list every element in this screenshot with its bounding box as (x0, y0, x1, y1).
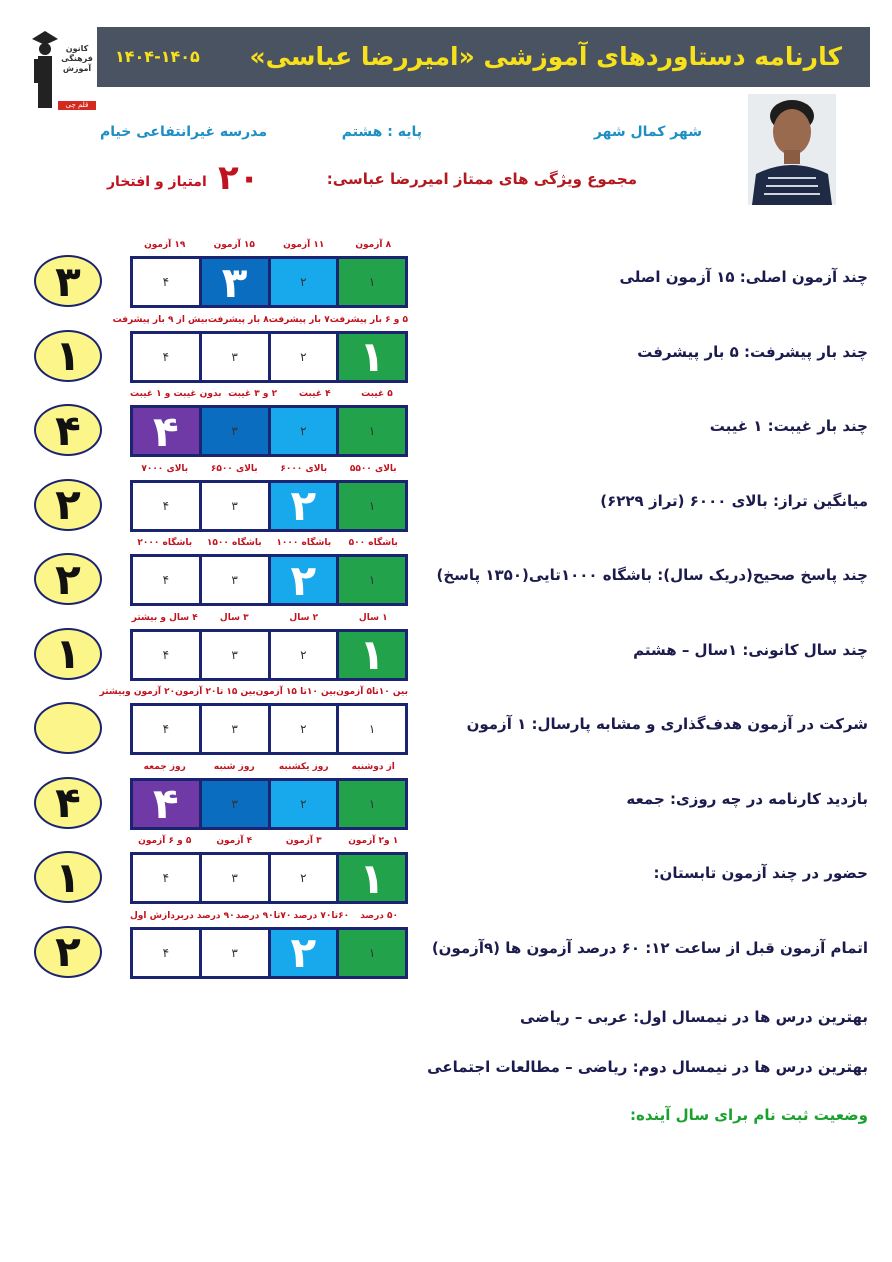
school-year: ۱۴۰۴-۱۴۰۵ (115, 47, 200, 66)
level-cell-1: ۱ (339, 706, 405, 752)
level-label: ۲۰ آزمون وبیشتر (99, 687, 176, 697)
level-cell-1: ۱ (339, 483, 405, 529)
level-label: ۴ آزمون (216, 836, 253, 846)
level-cell-4: ۴ (133, 408, 199, 454)
level-label: ۱۹ آزمون (144, 240, 186, 250)
row-score-badge: ۲ (34, 926, 102, 978)
level-label: بالای ۶۵۰۰ (210, 463, 258, 474)
level-label: ۸ آزمون (355, 240, 392, 250)
level-cell-3: ۳ (202, 557, 268, 603)
level-labels (130, 236, 408, 254)
level-cell-3: ۳ (202, 855, 268, 901)
level-label: ۵ و ۶ آزمون (138, 836, 192, 846)
level-cell-4: ۴ (133, 557, 199, 603)
level-label: ۳ آزمون (285, 836, 322, 846)
student-photo (748, 94, 836, 205)
row-score-badge: ۱ (34, 330, 102, 382)
achievement-question: میانگین تراز: بالای ۶۰۰۰ (تراز ۶۲۲۹) (600, 491, 868, 510)
row-score-badge: ۲ (34, 553, 102, 605)
achievement-question: حضور در چند آزمون تابستان: (653, 864, 868, 882)
level-cell-2: ۲ (271, 334, 337, 380)
level-label: روز یکشنبه (278, 761, 329, 772)
level-label: ۴ سال و بیشتر (131, 612, 198, 623)
level-cell-2: ۲ (271, 408, 337, 454)
achievement-question: چند آزمون اصلی: ۱۵ آزمون اصلی (619, 268, 868, 286)
level-grid (130, 703, 408, 755)
best-subjects-second-term: بهترین درس ها در نیمسال دوم: ریاضی – مطالعات اجتماعی (427, 1058, 868, 1076)
level-label: باشگاه ۱۵۰۰ (206, 538, 262, 548)
level-labels (130, 534, 408, 552)
registration-status: وضعیت ثبت نام برای سال آینده: (630, 1106, 868, 1124)
level-cell-1: ۱ (339, 855, 405, 901)
graduate-figure-icon (30, 25, 60, 111)
achievement-row (0, 311, 892, 383)
student-city: شهر کمال شهر (593, 124, 702, 140)
level-label: ۵ غیبت (361, 389, 393, 399)
level-label: باشگاه ۲۰۰۰ (137, 538, 193, 548)
level-cell-1: ۱ (339, 408, 405, 454)
level-cell-3: ۳ (202, 483, 268, 529)
achievement-row (0, 534, 892, 606)
level-cell-2: ۲ (271, 557, 337, 603)
level-label: ۲ سال (289, 612, 319, 623)
level-label: بالای ۷۰۰۰ (141, 463, 189, 474)
logo-text (58, 44, 96, 74)
achievement-question: چند پاسخ صحیح(دریک سال): باشگاه ۱۰۰۰تایی(۱۳۵۰ پاسخ) (436, 566, 868, 584)
level-cell-2: ۲ (271, 781, 337, 827)
level-label: از دوشنبه (351, 761, 395, 772)
level-label: باشگاه ۵۰۰ (348, 538, 398, 548)
level-labels (99, 683, 408, 701)
level-label: بین ۱۵ تا۲۰ آزمون (175, 687, 256, 697)
achievement-question: شرکت در آزمون هدف‌گذاری و مشابه پارسال: ۱ آزمون (466, 715, 868, 733)
level-label: ۷ بار پیشرفت (268, 314, 330, 325)
level-label: ۶۰تا۷۰ درصد (293, 910, 350, 921)
level-grid (130, 554, 408, 606)
level-labels (130, 832, 408, 850)
student-grade: پایه : هشتم (341, 124, 422, 140)
level-label: بدون غیبت و ۱ غیبت (130, 389, 222, 399)
level-label: باشگاه ۱۰۰۰ (276, 538, 332, 548)
level-cell-3: ۳ (202, 408, 268, 454)
level-label: ۱۱ آزمون (283, 240, 325, 250)
achievement-row (0, 832, 892, 904)
achievement-row (0, 609, 892, 681)
achievement-row (0, 683, 892, 755)
level-cell-2: ۲ (271, 706, 337, 752)
level-labels (130, 758, 408, 776)
level-cell-1: ۱ (339, 632, 405, 678)
achievement-row (0, 385, 892, 457)
level-cell-2: ۲ (271, 632, 337, 678)
level-labels (112, 311, 408, 329)
level-label: ۵۰ درصد (360, 910, 399, 921)
level-grid (130, 927, 408, 979)
level-cell-2: ۲ (271, 930, 337, 976)
level-label: ۲ و ۳ غیبت (228, 389, 278, 399)
total-score-label: امتیاز و افتخار (107, 174, 207, 190)
achievement-question: چند بار غیبت: ۱ غیبت (709, 417, 868, 435)
level-cell-4: ۴ (133, 483, 199, 529)
level-labels (130, 460, 408, 478)
level-labels (130, 609, 408, 627)
level-cell-1: ۱ (339, 781, 405, 827)
achievement-question: چند بار پیشرفت: ۵ بار پیشرفت (637, 342, 868, 361)
level-cell-4: ۴ (133, 706, 199, 752)
level-cell-1: ۱ (339, 334, 405, 380)
level-cell-3: ۳ (202, 930, 268, 976)
level-labels (130, 385, 408, 403)
level-label: ۱ و۲ آزمون (348, 836, 399, 846)
level-cell-3: ۳ (202, 706, 268, 752)
achievement-row (0, 907, 892, 979)
level-cell-3: ۳ (202, 781, 268, 827)
level-label: بالای ۶۰۰۰ (280, 463, 328, 474)
achievement-question: اتمام آزمون قبل از ساعت ۱۲: ۶۰ درصد آزمون ها (۹آزمون) (431, 938, 868, 957)
row-score-badge: ۴ (34, 777, 102, 829)
level-label: ۷۰تا۹۰ درصد (235, 910, 292, 921)
student-school: مدرسه غیرانتفاعی خیام (100, 124, 267, 140)
row-score-badge: ۱ (34, 851, 102, 903)
row-score-badge: ۲ (34, 479, 102, 531)
level-label: بیش از ۹ بار پیشرفت (112, 314, 208, 325)
achievement-question: بازدید کارنامه در چه روزی: جمعه (626, 789, 868, 808)
achievement-row (0, 758, 892, 830)
level-cell-1: ۱ (339, 557, 405, 603)
row-score-badge: ۱ (34, 628, 102, 680)
level-label: بالای ۵۵۰۰ (349, 463, 397, 474)
level-grid (130, 331, 408, 383)
level-label: ۸ بار پیشرفت (207, 314, 269, 325)
level-cell-2: ۲ (271, 259, 337, 305)
level-label: بین ۱۰تا۵ آزمون (336, 687, 408, 697)
level-label: بین ۱۰تا ۱۵ آزمون (255, 687, 337, 697)
level-grid (130, 256, 408, 308)
page-title: کارنامه دستاوردهای آموزشی «امیررضا عباسی» (249, 42, 842, 71)
achievement-row (0, 460, 892, 532)
level-cell-4: ۴ (133, 259, 199, 305)
student-avatar-icon (748, 94, 836, 205)
logo-line-3: آموزش (62, 64, 92, 73)
level-label: روز جمعه (143, 761, 186, 772)
level-cell-4: ۴ (133, 781, 199, 827)
achievement-question: چند سال کانونی: ۱سال – هشتم (633, 640, 868, 659)
level-label: ۴ غیبت (298, 389, 331, 399)
level-cell-3: ۳ (202, 632, 268, 678)
level-cell-4: ۴ (133, 855, 199, 901)
level-cell-2: ۲ (271, 483, 337, 529)
header-bar (97, 27, 870, 87)
row-score-badge: ۴ (34, 404, 102, 456)
level-cell-1: ۱ (339, 930, 405, 976)
level-grid (130, 852, 408, 904)
level-grid (130, 778, 408, 830)
logo-line-2: فرهنگی (61, 54, 93, 63)
logo-red-badge: قلم چی (58, 101, 96, 110)
logo-line-1: کانون (65, 44, 89, 53)
level-label: روز شنبه (213, 761, 255, 772)
level-grid (130, 480, 408, 532)
achievement-row (0, 236, 892, 308)
level-cell-3: ۳ (202, 334, 268, 380)
level-label: ۵ و ۶ بار پیشرفت (329, 314, 408, 325)
row-score-badge (34, 702, 102, 754)
level-grid (130, 629, 408, 681)
level-label: ۱۵ آزمون (213, 240, 255, 250)
level-cell-1: ۱ (339, 259, 405, 305)
features-title: مجموع ویژگی های ممتاز امیررضا عباسی: (326, 170, 637, 188)
level-label: ۹۰ درصد دربردازش اول (129, 910, 235, 921)
level-label: ۱ سال (358, 612, 388, 623)
level-label: ۳ سال (219, 612, 249, 623)
level-cell-4: ۴ (133, 930, 199, 976)
level-labels (130, 907, 408, 925)
level-grid (130, 405, 408, 457)
level-cell-4: ۴ (133, 334, 199, 380)
row-score-badge: ۳ (34, 255, 102, 307)
total-score: ۲۰ (218, 158, 260, 198)
level-cell-2: ۲ (271, 855, 337, 901)
level-cell-3: ۳ (202, 259, 268, 305)
level-cell-4: ۴ (133, 632, 199, 678)
best-subjects-first-term: بهترین درس ها در نیمسال اول: عربی – ریاضی (520, 1008, 868, 1026)
